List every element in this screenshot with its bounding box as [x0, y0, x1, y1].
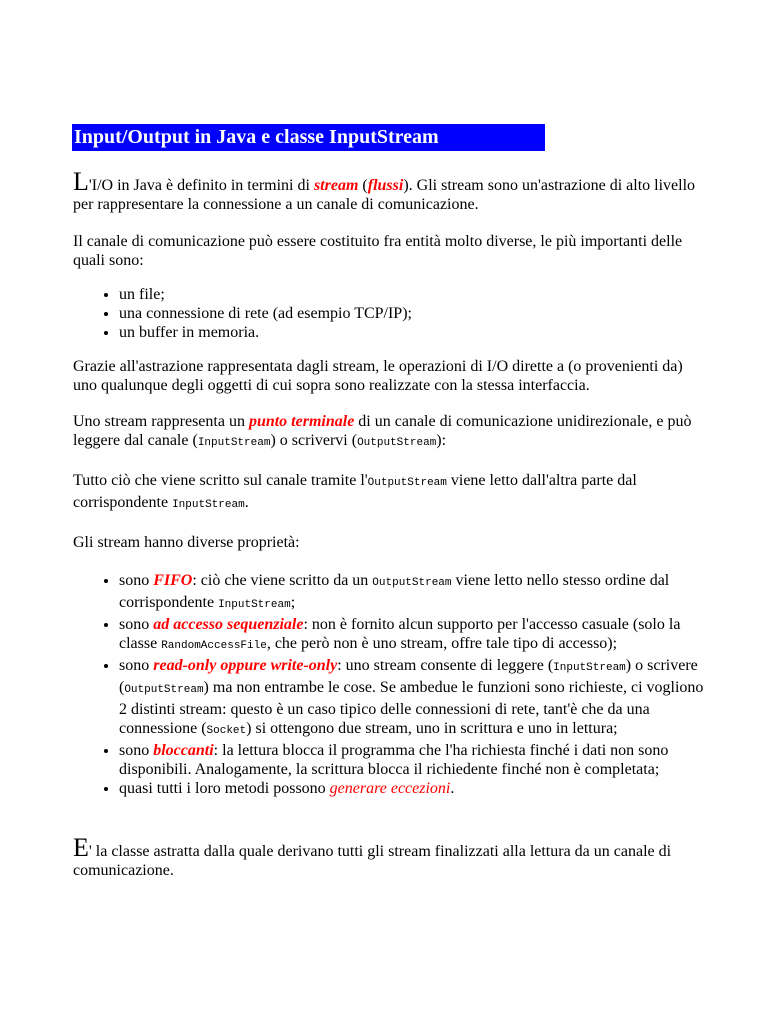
code-inputstream: InputStream: [197, 437, 271, 449]
text-run: : ciò che viene scritto da un: [192, 572, 373, 589]
code-inputstream: InputStream: [172, 499, 245, 511]
intro-paragraph: [73, 167, 708, 214]
code-socket: Socket: [206, 725, 247, 737]
text-run: ):: [436, 432, 447, 449]
text-run: Uno stream rappresenta un: [73, 413, 249, 430]
section-title: Input/Output in Java e classe InputStream: [72, 124, 545, 151]
dropcap-letter: E: [73, 833, 89, 862]
code-inputstream: InputStream: [218, 599, 291, 611]
properties-list: [73, 571, 708, 798]
emphasis-generare-eccezioni: generare eccezioni: [329, 780, 451, 797]
text-run: : uno stream consente di leggere (: [337, 657, 554, 674]
list-item: • un file;: [119, 285, 708, 304]
emphasis-fifo: FIFO: [153, 572, 193, 589]
properties-heading-paragraph: Gli stream hanno diverse proprietà:: [73, 534, 300, 551]
text-run: , che però non è uno stream, offre tale tipo di accesso);: [266, 635, 618, 652]
emphasis-sequential-access: ad accesso sequenziale: [153, 616, 304, 633]
emphasis-flussi: flussi: [367, 177, 404, 194]
code-outputstream: OutputStream: [372, 577, 452, 589]
inputstream-definition-paragraph: [73, 833, 708, 880]
emphasis-punto-terminale: punto terminale: [248, 413, 355, 430]
text-run: ;: [290, 594, 296, 611]
dropcap-letter: L: [73, 167, 89, 196]
text-run: ) ma non entrambe le cose. Se ambedue le funzioni sono richieste, ci vogliono 2 distinti stream: questo è un caso tipico delle connessioni di rete, tant'è che da una connessione (: [119, 679, 704, 737]
list-item-readonly-writeonly: [119, 656, 708, 741]
text-run: 'I/O in Java è definito in termini di: [88, 177, 314, 194]
text-run: : non è fornito alcun supporto per l'accesso casuale (solo la classe: [119, 616, 681, 652]
text-run: sono: [119, 572, 154, 589]
channel-paragraph: Il canale di comunicazione può essere costituito fra entità molto diverse, le più importanti delle quali sono:: [73, 233, 683, 269]
list-item-fifo: [119, 571, 708, 615]
code-outputstream: OutputStream: [367, 477, 447, 489]
text-run: .: [244, 494, 249, 511]
code-inputstream: InputStream: [553, 662, 626, 674]
code-outputstream: OutputStream: [124, 684, 204, 696]
list-item-blocking: [119, 741, 708, 779]
text-run: viene letto nello stesso ordine dal corrispondente: [119, 572, 670, 611]
list-item-exceptions: [119, 779, 708, 798]
write-read-paragraph: [73, 471, 708, 515]
emphasis-bloccanti: bloccanti: [153, 742, 214, 759]
text-run: .: [450, 780, 455, 797]
text-run: quasi tutti i loro metodi possono: [119, 780, 330, 797]
text-run: ) o scrivervi (: [270, 432, 358, 449]
document-body: [73, 167, 708, 880]
emphasis-stream: stream: [313, 177, 359, 194]
text-run: ' la classe astratta dalla quale derivano tutti gli stream finalizzati alla lettura da un canale di comunicazione.: [73, 843, 672, 879]
text-run: Tutto ciò che viene scritto sul canale tramite l': [73, 472, 368, 489]
list-item-sequential: [119, 615, 708, 656]
text-run: sono: [119, 742, 154, 759]
text-run: (: [358, 177, 368, 194]
abstraction-paragraph: Grazie all'astrazione rappresentata dagli stream, le operazioni di I/O dirette a (o provenienti da) uno qualunque degli oggetti di cui sopra sono realizzate con la stessa interfaccia.: [73, 358, 683, 394]
text-run: ). Gli stream sono un'astrazione di alto livello per rappresentare la connessione a un canale di comunicazione.: [73, 177, 696, 213]
code-outputstream: OutputStream: [357, 437, 437, 449]
text-run: ) si ottengono due stream, uno in scrittura e uno in lettura;: [246, 720, 618, 737]
endpoint-paragraph: [73, 412, 708, 453]
text-run: viene letto dall'altra parte dal corrispondente: [73, 472, 637, 511]
emphasis-read-write-only: read-only oppure write-only: [153, 657, 338, 674]
list-item: • un buffer in memoria.: [119, 323, 708, 342]
text-run: sono: [119, 657, 154, 674]
text-run: di un canale di comunicazione unidirezionale, e può leggere dal canale (: [73, 413, 692, 449]
text-run: sono: [119, 616, 154, 633]
channel-list: [73, 285, 708, 342]
code-randomaccessfile: RandomAccessFile: [161, 640, 267, 652]
text-run: : la lettura blocca il programma che l'ha richiesta finché i dati non sono disponibili. Analogamente, la scrittura blocca il richiedente finché non è completata;: [119, 742, 669, 778]
text-run: ) o scrivere (: [119, 657, 698, 696]
list-item: • una connessione di rete (ad esempio TCP/IP);: [119, 304, 708, 323]
